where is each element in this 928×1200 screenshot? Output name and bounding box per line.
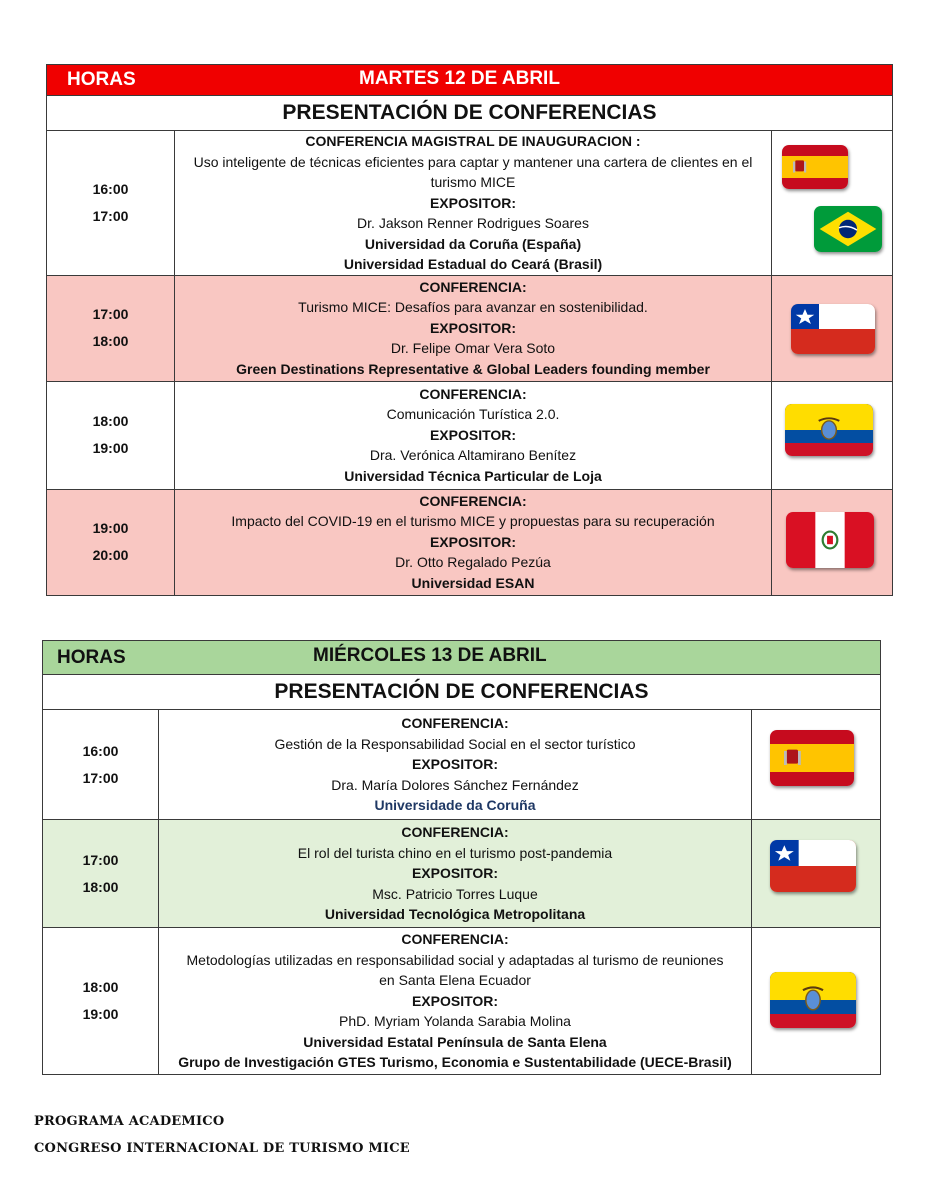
start-time: 17:00 bbox=[82, 851, 119, 868]
footer-congress-label: CONGRESO INTERNACIONAL DE TURISMO MICE bbox=[34, 1141, 410, 1156]
flag-cell bbox=[772, 275, 893, 381]
start-time: 16:00 bbox=[92, 180, 129, 197]
conference-type: CONFERENCIA MAGISTRAL DE INAUGURACION : bbox=[305, 133, 641, 149]
table-row bbox=[43, 710, 881, 820]
end-time: 17:00 bbox=[82, 769, 119, 786]
conference-type: CONFERENCIA: bbox=[419, 492, 527, 509]
conference-type: CONFERENCIA: bbox=[401, 715, 509, 732]
end-time: 17:00 bbox=[92, 207, 129, 224]
conference-title: Impacto del COVID-19 en el turismo MICE y propuestas para su recuperación bbox=[231, 513, 715, 530]
conference-cell bbox=[175, 131, 772, 276]
section-title-row bbox=[43, 675, 881, 710]
table-row bbox=[43, 820, 881, 928]
time-cell bbox=[47, 489, 175, 595]
end-time: 19:00 bbox=[82, 1006, 119, 1022]
affiliation: Universidad Estatal Península de Santa Elena bbox=[303, 1033, 607, 1050]
start-time: 18:00 bbox=[82, 979, 119, 995]
time-cell bbox=[47, 381, 175, 489]
schedule-table-day2 bbox=[42, 640, 881, 1075]
start-time: 16:00 bbox=[82, 742, 119, 759]
conference-cell bbox=[175, 381, 772, 489]
speaker-name: Dra. María Dolores Sánchez Fernández bbox=[331, 776, 579, 793]
expositor-label: EXPOSITOR: bbox=[429, 319, 517, 336]
conference-type: CONFERENCIA: bbox=[419, 385, 527, 402]
chile-flag-icon bbox=[791, 304, 875, 354]
conference-title: Turismo MICE: Desafíos para avanzar en sostenibilidad. bbox=[298, 299, 648, 316]
affiliation: Universidad Estadual do Ceará (Brasil) bbox=[343, 256, 603, 272]
conference-cell bbox=[159, 710, 752, 820]
hours-label: HORAS bbox=[57, 646, 126, 668]
conference-type: CONFERENCIA: bbox=[401, 931, 509, 948]
time-cell bbox=[47, 275, 175, 381]
expositor-label: EXPOSITOR: bbox=[411, 865, 499, 882]
table-row bbox=[47, 275, 893, 381]
conference-cell bbox=[159, 928, 752, 1075]
conference-type: CONFERENCIA: bbox=[401, 824, 509, 841]
section-title-row bbox=[47, 96, 893, 131]
expositor-label: EXPOSITOR: bbox=[429, 194, 517, 211]
flag-cell bbox=[752, 928, 881, 1075]
peru-flag-icon bbox=[786, 512, 874, 568]
speaker-name: Dr. Felipe Omar Vera Soto bbox=[390, 340, 556, 357]
expositor-label: EXPOSITOR: bbox=[429, 533, 517, 550]
end-time: 19:00 bbox=[92, 440, 129, 456]
table-row bbox=[43, 928, 881, 1075]
speaker-name: PhD. Myriam Yolanda Sarabia Molina bbox=[339, 1013, 571, 1030]
time-cell bbox=[47, 131, 175, 276]
ecuador-flag-icon bbox=[785, 404, 873, 456]
time-cell bbox=[43, 710, 159, 820]
conference-title: Comunicación Turística 2.0. bbox=[386, 406, 560, 423]
section-title: PRESENTACIÓN DE CONFERENCIAS bbox=[47, 96, 893, 131]
day-header-row bbox=[47, 65, 893, 96]
table-row bbox=[47, 489, 893, 595]
chile-flag-icon bbox=[770, 840, 856, 892]
start-time: 19:00 bbox=[92, 520, 129, 536]
affiliation: Universidad da Coruña (España) bbox=[364, 235, 582, 252]
day-date: MIÉRCOLES 13 DE ABRIL bbox=[313, 645, 547, 666]
brazil-flag-icon bbox=[814, 206, 882, 252]
conference-title: Metodologías utilizadas en responsabilidad social y adaptadas al turismo de reuniones en Santa Elena Ecuador bbox=[186, 951, 724, 989]
schedule-table-day1 bbox=[46, 64, 893, 596]
affiliation: Universidad ESAN bbox=[411, 574, 535, 591]
speaker-name: Dr. Otto Regalado Pezúa bbox=[395, 554, 551, 571]
spain-flag-icon bbox=[770, 730, 854, 786]
time-cell bbox=[43, 928, 159, 1075]
conference-title: Uso inteligente de técnicas eficientes para captar y mantener una cartera de clientes en el turismo MICE bbox=[193, 153, 753, 190]
affiliation: Universidad Técnica Particular de Loja bbox=[344, 467, 602, 484]
affiliation: Universidad Tecnológica Metropolitana bbox=[324, 906, 586, 923]
conference-cell bbox=[175, 275, 772, 381]
expositor-label: EXPOSITOR: bbox=[411, 992, 499, 1009]
section-title: PRESENTACIÓN DE CONFERENCIAS bbox=[43, 675, 881, 710]
spain-flag-icon bbox=[782, 145, 848, 189]
flag-cell bbox=[772, 381, 893, 489]
time-cell bbox=[43, 820, 159, 928]
flag-cell bbox=[752, 710, 881, 820]
end-time: 20:00 bbox=[92, 547, 129, 563]
day-date: MARTES 12 DE ABRIL bbox=[359, 68, 560, 89]
table-row bbox=[47, 131, 893, 276]
flag-cell bbox=[772, 489, 893, 595]
expositor-label: EXPOSITOR: bbox=[429, 426, 517, 443]
start-time: 17:00 bbox=[92, 306, 129, 322]
end-time: 18:00 bbox=[92, 333, 129, 349]
day-header-row bbox=[43, 641, 881, 675]
footer bbox=[34, 1108, 410, 1162]
conference-cell bbox=[159, 820, 752, 928]
end-time: 18:00 bbox=[82, 878, 119, 895]
expositor-label: EXPOSITOR: bbox=[411, 756, 499, 773]
flag-cell bbox=[772, 131, 893, 276]
ecuador-flag-icon bbox=[770, 972, 856, 1028]
flag-cell bbox=[752, 820, 881, 928]
conference-type: CONFERENCIA: bbox=[419, 278, 527, 295]
conference-title: El rol del turista chino en el turismo post-pandemia bbox=[297, 844, 613, 861]
affiliation: Green Destinations Representative & Global Leaders founding member bbox=[236, 360, 710, 377]
conference-title: Gestión de la Responsabilidad Social en el sector turístico bbox=[274, 735, 636, 752]
hours-label: HORAS bbox=[67, 69, 136, 90]
speaker-name: Dr. Jakson Renner Rodrigues Soares bbox=[357, 215, 589, 231]
speaker-name: Dra. Verónica Altamirano Benítez bbox=[369, 447, 577, 464]
footer-program-label: PROGRAMA ACADEMICO bbox=[34, 1114, 225, 1129]
start-time: 18:00 bbox=[92, 413, 129, 429]
affiliation: Grupo de Investigación GTES Turismo, Economia e Sustentabilidade (UECE-Brasil) bbox=[178, 1054, 732, 1071]
table-row bbox=[47, 381, 893, 489]
speaker-name: Msc. Patricio Torres Luque bbox=[372, 885, 538, 902]
conference-cell bbox=[175, 489, 772, 595]
affiliation: Universidade da Coruña bbox=[374, 797, 536, 814]
